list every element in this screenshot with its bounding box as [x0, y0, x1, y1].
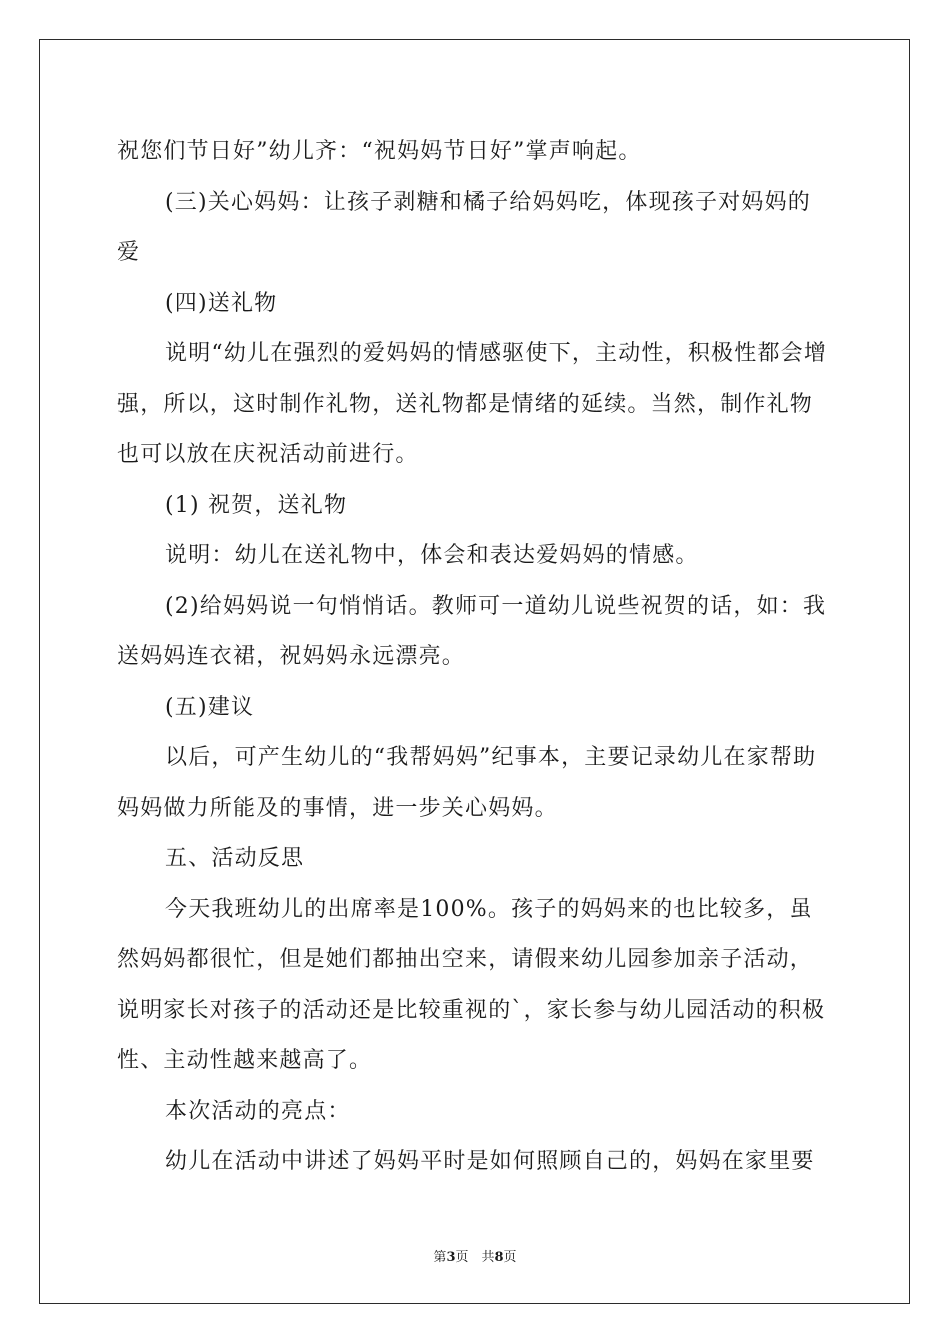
total-pages: 8 [494, 1250, 504, 1265]
footer-prefix: 第 [433, 1250, 447, 1265]
paragraph: (1) 祝贺，送礼物 [165, 492, 348, 518]
footer-suffix: 页 [503, 1250, 517, 1265]
paragraph: 以后，可产生幼儿的“我帮妈妈”纪事本，主要记录幼儿在家帮助妈妈做力所能及的事情，进一步关心妈妈。 [117, 745, 817, 821]
document-body [117, 127, 833, 1188]
paragraph: 祝您们节日好”幼儿齐：“祝妈妈节日好”掌声响起。 [117, 139, 642, 164]
paragraph: (2)给妈妈说一句悄悄话。教师可一道幼儿说些祝贺的话，如：我送妈妈连衣裙，祝妈妈永远漂亮。 [117, 593, 827, 669]
paragraph: 本次活动的亮点： [165, 1098, 351, 1124]
paragraph: 今天我班幼儿的出席率是100%。孩子的妈妈来的也比较多，虽然妈妈都很忙，但是她们都抽出空来，请假来幼儿园参加亲子活动，说明家长对孩子的活动还是比较重视的`，家长参与幼儿园活动的积极性、主动性越来越高了。 [117, 896, 826, 1073]
paragraph: 说明“幼儿在强烈的爱妈妈的情感驱使下，主动性，积极性都会增强，所以，这时制作礼物，送礼物都是情绪的延续。当然，制作礼物也可以放在庆祝活动前进行。 [117, 341, 828, 467]
page-footer [0, 1246, 950, 1265]
footer-mid: 页 共 [455, 1250, 495, 1265]
paragraph: (四)送礼物 [165, 290, 278, 316]
section-heading: 五、活动反思 [165, 846, 305, 871]
paragraph: 说明：幼儿在送礼物中，体会和表达爱妈妈的情感。 [165, 543, 699, 568]
paragraph: (三)关心妈妈：让孩子剥糖和橘子给妈妈吃，体现孩子对妈妈的爱 [117, 189, 811, 265]
paragraph: 幼儿在活动中讲述了妈妈平时是如何照顾自己的，妈妈在家里要 [165, 1149, 815, 1174]
paragraph: (五)建议 [165, 694, 255, 720]
page-number: 3 [446, 1250, 456, 1265]
